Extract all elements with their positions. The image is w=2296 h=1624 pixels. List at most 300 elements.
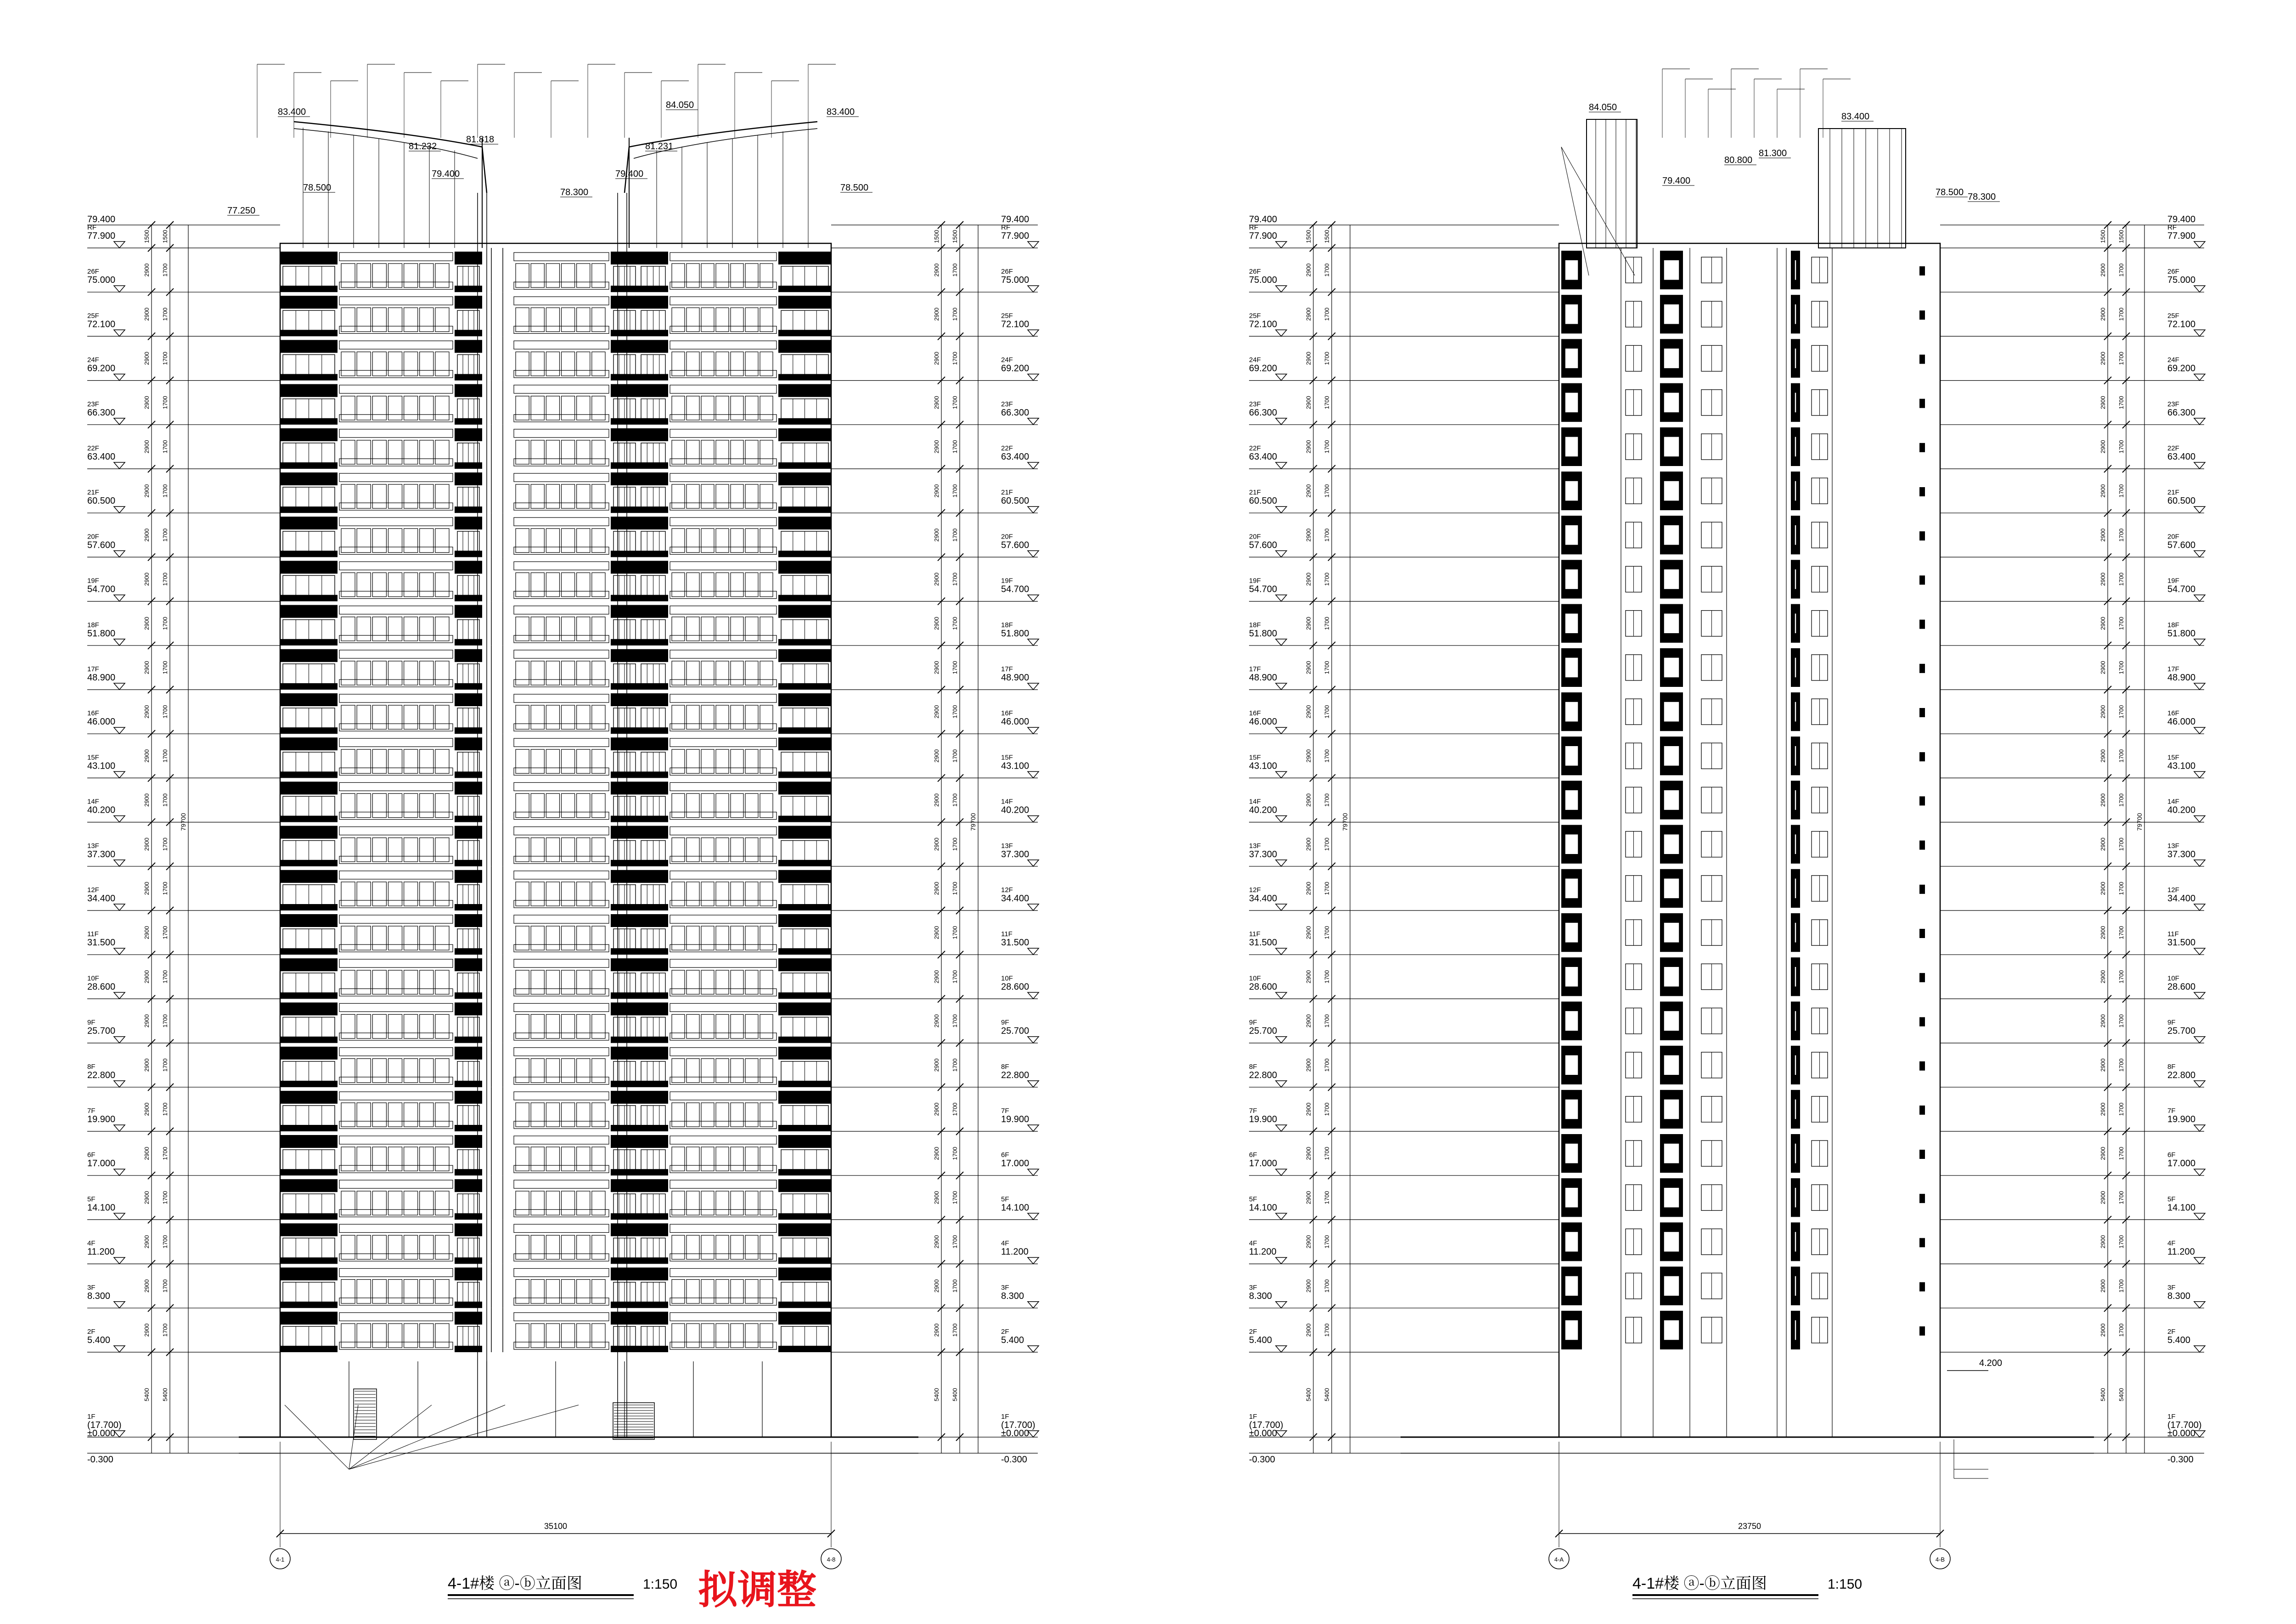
left-l-elev-label: 25.700 — [87, 1026, 116, 1036]
right-r-elev-label: 37.300 — [2167, 849, 2196, 860]
right-l-dim-text: 1700 — [1323, 1014, 1330, 1028]
balcony-band — [455, 551, 482, 557]
balcony-band — [778, 693, 831, 706]
right-r-dim-text: 1700 — [2118, 970, 2125, 983]
balcony-band — [638, 1081, 668, 1087]
left-l-dim-text: 1700 — [162, 793, 169, 807]
left-r-elev-label: 63.400 — [1001, 452, 1030, 462]
right-l-dim-text: 1700 — [1323, 1146, 1330, 1160]
right-r-floor-label: 13F — [2167, 842, 2179, 850]
balcony-band — [455, 870, 482, 883]
left-l-elev-label: 22.800 — [87, 1070, 116, 1080]
left-r-floor-label: 2F — [1001, 1328, 1009, 1336]
balcony-band — [611, 517, 638, 529]
balcony-band — [280, 1312, 338, 1325]
left-l-elev-label: 69.200 — [87, 363, 116, 374]
window-void — [1795, 304, 1796, 324]
left-r-dim-text: 1700 — [951, 705, 958, 719]
left-l-dim-text: 1700 — [162, 1323, 169, 1337]
balcony-band — [611, 860, 638, 866]
right-r-floor-label: 21F — [2167, 489, 2179, 497]
left-r-dim-text: 1700 — [951, 1146, 958, 1160]
balcony-band — [638, 826, 668, 839]
right-r-dim-text: 1700 — [2118, 573, 2125, 586]
vent-mark — [1919, 620, 1925, 629]
right-l-dim-text: 1700 — [1323, 749, 1330, 763]
balcony-band — [611, 771, 638, 778]
balcony-band — [455, 605, 482, 618]
vent-mark — [1919, 1017, 1925, 1026]
right-l-dim-text: 2900 — [1305, 749, 1312, 763]
window-void — [1795, 1231, 1796, 1252]
right-l-dim-text: 1700 — [1323, 1058, 1330, 1072]
balcony-band — [280, 860, 338, 866]
right-l-dim-text: 1700 — [1323, 307, 1330, 321]
right-l-elev-label: 14.100 — [1249, 1203, 1277, 1213]
left-l-dim-text: 2900 — [143, 1014, 150, 1028]
left-r-elev-label: -0.300 — [1001, 1455, 1027, 1465]
left-l-elev-label: (17.700) — [87, 1420, 122, 1430]
left-l-dim-text: 2900 — [143, 882, 150, 895]
window-void — [1565, 437, 1578, 457]
balcony-band — [280, 1125, 338, 1131]
window-void — [1565, 746, 1578, 766]
left-r-dim-text: 1700 — [951, 1014, 958, 1028]
right-l-elev-label: 48.900 — [1249, 673, 1277, 683]
balcony-band — [280, 816, 338, 822]
left-l-elev-label: 79.400 — [87, 214, 116, 225]
right-r-dim-text: 1700 — [2118, 352, 2125, 365]
left-l-elev-label: -0.300 — [87, 1455, 113, 1465]
balcony-band — [638, 639, 668, 646]
balcony-band — [638, 252, 668, 264]
window-void — [1565, 878, 1578, 899]
right-r-floor-label: 17F — [2167, 665, 2179, 673]
balcony-band — [611, 1037, 638, 1043]
left-r-total-dim-text: 79700 — [969, 813, 977, 831]
axis-label: 4-A — [1554, 1556, 1564, 1563]
right-r-dim-text: 1700 — [2118, 749, 2125, 763]
right-r-dim-text: 2900 — [2099, 1014, 2106, 1028]
left-l-floor-label: 15F — [87, 753, 99, 762]
right-l-elev-label: ±0.000 — [1249, 1428, 1277, 1439]
left-l-floor-label: 16F — [87, 709, 99, 718]
window-void — [1565, 304, 1578, 324]
balcony-band — [611, 781, 638, 794]
right-r-dim-text: 2900 — [2099, 926, 2106, 939]
roof-elev-label: 81.300 — [1759, 148, 1787, 158]
right-l-dim-text: 1700 — [1323, 661, 1330, 674]
balcony-band — [280, 948, 338, 955]
right-r-floor-label: 3F — [2167, 1283, 2176, 1292]
left-r-dim-text: 2900 — [933, 926, 940, 939]
right-l-dim-text: 1500 — [1305, 230, 1312, 243]
balcony-band — [778, 1346, 831, 1352]
window-void — [1795, 657, 1796, 678]
right-l-elev-label: 11.200 — [1249, 1247, 1277, 1257]
right-l-dim-text: 2900 — [1305, 484, 1312, 498]
right-l-elev-label: 43.100 — [1249, 761, 1277, 771]
balcony-band — [611, 428, 638, 441]
balcony-band — [455, 330, 482, 336]
right-r-elev-label: 66.300 — [2167, 407, 2196, 418]
balcony-band — [778, 1302, 831, 1308]
balcony-band — [638, 914, 668, 927]
balcony-band — [280, 472, 338, 485]
right-l-floor-label: 4F — [1249, 1239, 1257, 1248]
left-r-elev-label: 37.300 — [1001, 849, 1030, 860]
right-r-dim-text: 2900 — [2099, 1235, 2106, 1248]
right-l-dim-text: 1700 — [1323, 1102, 1330, 1116]
left-r-dim-text: 1700 — [951, 1235, 958, 1248]
right-r-dim-text: 2900 — [2099, 263, 2106, 277]
right-l-dim-text: 2900 — [1305, 970, 1312, 983]
window-void — [1664, 834, 1679, 854]
left-r-floor-label: 3F — [1001, 1283, 1009, 1292]
balcony-band — [778, 1002, 831, 1015]
right-r-floor-label: 24F — [2167, 356, 2179, 364]
right-r-elev-label: 54.700 — [2167, 584, 2196, 595]
right-l-dim-text: 2900 — [1305, 926, 1312, 939]
right-r-elev-label: 19.900 — [2167, 1114, 2196, 1124]
adjust-stamp: 拟调整 — [698, 1567, 816, 1613]
balcony-band — [611, 816, 638, 822]
balcony-band — [280, 595, 338, 601]
right-l-floor-label: 25F — [1249, 312, 1261, 320]
balcony-band — [638, 1223, 668, 1236]
left-r-dim-text: 1500 — [933, 230, 940, 243]
balcony-band — [455, 340, 482, 353]
right-r-dim-text: 1700 — [2118, 440, 2125, 454]
balcony-band — [280, 561, 338, 573]
right-l-dim-text: 2900 — [1305, 440, 1312, 454]
balcony-band — [611, 1091, 638, 1104]
balcony-band — [638, 904, 668, 910]
right-r-elev-label: 69.200 — [2167, 363, 2196, 374]
left-scale: 1:150 — [643, 1577, 678, 1592]
right-r-floor-label: 25F — [2167, 312, 2179, 320]
balcony-band — [638, 1302, 668, 1308]
right-r-floor-label: 26F — [2167, 268, 2179, 276]
right-r-floor-label: 20F — [2167, 533, 2179, 541]
left-l-dim-text: 2900 — [143, 484, 150, 498]
left-l-dim-text: 2900 — [143, 926, 150, 939]
left-r-elev-label: 28.600 — [1001, 982, 1030, 992]
left-r-elev-label: 66.300 — [1001, 407, 1030, 418]
left-r-dim-text: 2900 — [933, 617, 940, 630]
left-r-dim-text: 1700 — [951, 440, 958, 454]
balcony-band — [611, 472, 638, 485]
right-r-dim-text: 5400 — [2099, 1388, 2106, 1401]
balcony-band — [280, 252, 338, 264]
balcony-band — [611, 904, 638, 910]
left-l-total-dim-text: 79700 — [180, 813, 187, 831]
window-void — [1664, 613, 1679, 634]
balcony-band — [611, 914, 638, 927]
left-l-dim-text: 2900 — [143, 573, 150, 586]
balcony-band — [455, 1213, 482, 1219]
right-r-elev-label: 34.400 — [2167, 893, 2196, 904]
balcony-band — [778, 992, 831, 999]
window-void — [1795, 834, 1796, 854]
width-dim-text: 35100 — [544, 1522, 568, 1531]
right-r-elev-label: ±0.000 — [2167, 1428, 2196, 1439]
balcony-band — [611, 826, 638, 839]
right-l-floor-label: 2F — [1249, 1328, 1257, 1336]
balcony-band — [638, 1125, 668, 1131]
balcony-band — [455, 737, 482, 750]
right-l-dim-text: 2900 — [1305, 1146, 1312, 1160]
balcony-band — [280, 374, 338, 381]
balcony-band — [638, 428, 668, 441]
left-r-dim-text: 2900 — [933, 1191, 940, 1204]
balcony-band — [455, 1312, 482, 1325]
right-r-dim-text: 1700 — [2118, 484, 2125, 498]
balcony-band — [611, 870, 638, 883]
right-l-dim-text: 1700 — [1323, 970, 1330, 983]
balcony-band — [638, 374, 668, 381]
right-r-elev-label: 40.200 — [2167, 805, 2196, 815]
balcony-band — [778, 781, 831, 794]
left-r-dim-text: 2900 — [933, 307, 940, 321]
left-l-dim-text: 1500 — [162, 230, 169, 243]
right-r-floor-label: 1F — [2167, 1413, 2176, 1421]
left-l-dim-text: 2900 — [143, 1058, 150, 1072]
right-l-floor-label: 15F — [1249, 753, 1261, 762]
balcony-band — [455, 1037, 482, 1043]
balcony-band — [280, 958, 338, 971]
balcony-band — [455, 958, 482, 971]
left-r-dim-text: 1700 — [951, 1279, 958, 1293]
balcony-band — [611, 462, 638, 469]
window-void — [1795, 1099, 1796, 1119]
right-l-floor-label: 13F — [1249, 842, 1261, 850]
balcony-band — [778, 948, 831, 955]
window-void — [1664, 437, 1679, 457]
balcony-band — [280, 1081, 338, 1087]
right-l-elev-label: 5.400 — [1249, 1335, 1272, 1345]
balcony-band — [638, 1135, 668, 1148]
balcony-band — [455, 1179, 482, 1192]
right-r-elev-label: 46.000 — [2167, 717, 2196, 727]
vent-mark — [1919, 487, 1925, 496]
right-l-dim-text: 1700 — [1323, 882, 1330, 895]
right-l-floor-label: 1F — [1249, 1413, 1257, 1421]
right-r-floor-label: 15F — [2167, 753, 2179, 762]
left-l-dim-text: 1700 — [162, 440, 169, 454]
right-l-floor-label: 18F — [1249, 621, 1261, 629]
right-r-dim-text: 2900 — [2099, 1191, 2106, 1204]
balcony-band — [611, 296, 638, 309]
left-l-dim-text: 1700 — [162, 573, 169, 586]
balcony-band — [778, 1179, 831, 1192]
balcony-band — [638, 595, 668, 601]
left-l-dim-text: 1700 — [162, 1191, 169, 1204]
balcony-band — [280, 1258, 338, 1264]
vent-mark — [1919, 885, 1925, 894]
balcony-band — [638, 737, 668, 750]
right-l-floor-label: 5F — [1249, 1195, 1257, 1203]
left-l-dim-text: 2900 — [143, 970, 150, 983]
right-l-floor-label: 6F — [1249, 1151, 1257, 1159]
right-l-elev-label: 77.900 — [1249, 231, 1277, 241]
balcony-band — [778, 605, 831, 618]
balcony-band — [280, 340, 338, 353]
left-r-floor-label: 25F — [1001, 312, 1013, 320]
right-r-floor-label: 16F — [2167, 709, 2179, 718]
right-l-elev-label: 25.700 — [1249, 1026, 1277, 1036]
left-l-elev-label: 63.400 — [87, 452, 116, 462]
right-r-floor-label: 8F — [2167, 1062, 2176, 1071]
right-r-dim-text: 1700 — [2118, 1058, 2125, 1072]
right-r-dim-text: 2900 — [2099, 528, 2106, 542]
right-l-dim-text: 1700 — [1323, 926, 1330, 939]
roof-elev-label: 78.500 — [840, 183, 869, 193]
right-r-elev-label: 60.500 — [2167, 496, 2196, 506]
left-r-elev-label: 43.100 — [1001, 761, 1030, 771]
balcony-band — [611, 727, 638, 734]
window-void — [1795, 1055, 1796, 1075]
balcony-band — [455, 286, 482, 292]
right-l-dim-text: 2900 — [1305, 1014, 1312, 1028]
left-r-floor-label: 18F — [1001, 621, 1013, 629]
right-r-floor-label: 18F — [2167, 621, 2179, 629]
right-r-dim-text: 2900 — [2099, 617, 2106, 630]
right-l-dim-text: 1700 — [1323, 1323, 1330, 1337]
right-r-dim-text: 1700 — [2118, 307, 2125, 321]
window-void — [1795, 1011, 1796, 1031]
balcony-band — [455, 374, 482, 381]
balcony-band — [611, 1179, 638, 1192]
balcony-band — [280, 781, 338, 794]
balcony-band — [455, 816, 482, 822]
vent-mark — [1919, 1326, 1925, 1336]
balcony-band — [455, 462, 482, 469]
balcony-band — [611, 1312, 638, 1325]
vent-mark — [1919, 1062, 1925, 1071]
right-r-dim-text: 2900 — [2099, 749, 2106, 763]
left-l-dim-text: 1700 — [162, 749, 169, 763]
balcony-band — [280, 649, 338, 662]
right-r-dim-text: 1700 — [2118, 1235, 2125, 1248]
left-r-floor-label: 16F — [1001, 709, 1013, 718]
left-r-dim-text: 1700 — [951, 1102, 958, 1116]
balcony-band — [611, 286, 638, 292]
window-void — [1795, 1187, 1796, 1208]
right-l-floor-label: 17F — [1249, 665, 1261, 673]
balcony-band — [778, 737, 831, 750]
vent-mark — [1919, 1194, 1925, 1203]
roof-elev-label: 81.231 — [645, 141, 674, 152]
right-l-floor-label: 20F — [1249, 533, 1261, 541]
vent-mark — [1919, 664, 1925, 673]
left-l-dim-text: 2900 — [143, 1235, 150, 1248]
right-l-dim-text: 2900 — [1305, 396, 1312, 410]
right-r-dim-text: 1700 — [2118, 1014, 2125, 1028]
left-r-elev-label: 11.200 — [1001, 1247, 1029, 1257]
balcony-band — [455, 860, 482, 866]
balcony-band — [638, 1179, 668, 1192]
left-l-elev-label: 28.600 — [87, 982, 116, 992]
right-l-elev-label: 46.000 — [1249, 717, 1277, 727]
right-l-dim-text: 2900 — [1305, 793, 1312, 807]
left-l-dim-text: 1700 — [162, 484, 169, 498]
right-l-dim-text: 2900 — [1305, 352, 1312, 365]
right-r-dim-text: 2900 — [2099, 793, 2106, 807]
right-l-dim-text: 2900 — [1305, 307, 1312, 321]
balcony-band — [455, 1081, 482, 1087]
left-r-floor-label: 22F — [1001, 444, 1013, 452]
left-r-dim-text: 2900 — [933, 882, 940, 895]
right-l-dim-text: 1700 — [1323, 617, 1330, 630]
right-r-dim-text: 1700 — [2118, 528, 2125, 542]
balcony-band — [638, 605, 668, 618]
window-void — [1664, 1099, 1679, 1119]
right-r-elev-label: 28.600 — [2167, 982, 2196, 992]
left-r-elev-label: 72.100 — [1001, 319, 1030, 330]
balcony-band — [778, 1125, 831, 1131]
left-r-dim-text: 2900 — [933, 484, 940, 498]
balcony-band — [778, 1047, 831, 1060]
balcony-band — [778, 462, 831, 469]
balcony-band — [638, 1346, 668, 1352]
right-l-dim-text: 2900 — [1305, 617, 1312, 630]
window-void — [1565, 967, 1578, 987]
right-l-floor-label: 19F — [1249, 577, 1261, 585]
balcony-band — [611, 1346, 638, 1352]
right-l-elev-label: 40.200 — [1249, 805, 1277, 815]
left-r-dim-text: 2900 — [933, 396, 940, 410]
balcony-band — [455, 252, 482, 264]
vent-mark — [1919, 443, 1925, 452]
right-r-elev-label: 11.200 — [2167, 1247, 2195, 1257]
left-r-dim-text: 2900 — [933, 1323, 940, 1337]
balcony-band — [280, 330, 338, 336]
window-void — [1565, 481, 1578, 501]
left-l-elev-label: 72.100 — [87, 319, 116, 330]
right-r-dim-text: 1700 — [2118, 705, 2125, 719]
balcony-band — [280, 870, 338, 883]
balcony-band — [778, 384, 831, 397]
right-r-dim-text: 2900 — [2099, 705, 2106, 719]
left-r-dim-text: 2900 — [933, 1014, 940, 1028]
window-void — [1565, 1055, 1578, 1075]
left-r-floor-label: 26F — [1001, 268, 1013, 276]
left-l-elev-label: 51.800 — [87, 628, 116, 639]
right-r-floor-label: 23F — [2167, 400, 2179, 408]
left-r-dim-text: 1700 — [951, 1058, 958, 1072]
left-l-dim-text: 2900 — [143, 307, 150, 321]
left-l-floor-label: 19F — [87, 577, 99, 585]
right-l-elev-label: 75.000 — [1249, 275, 1277, 286]
window-void — [1565, 569, 1578, 589]
right-r-elev-label: 75.000 — [2167, 275, 2196, 286]
balcony-band — [611, 1135, 638, 1148]
right-r-floor-label: RF — [2167, 224, 2177, 231]
left-r-dim-text: 1700 — [951, 793, 958, 807]
right-l-floor-label: 10F — [1249, 974, 1261, 983]
balcony-band — [638, 1002, 668, 1015]
balcony-band — [638, 561, 668, 573]
left-l-dim-text: 1700 — [162, 1279, 169, 1293]
right-r-floor-label: 2F — [2167, 1328, 2176, 1336]
balcony-band — [455, 693, 482, 706]
left-r-dim-text: 1700 — [951, 573, 958, 586]
left-l-dim-text: 5400 — [143, 1388, 150, 1401]
balcony-band — [455, 296, 482, 309]
balcony-band — [638, 693, 668, 706]
balcony-band — [280, 737, 338, 750]
